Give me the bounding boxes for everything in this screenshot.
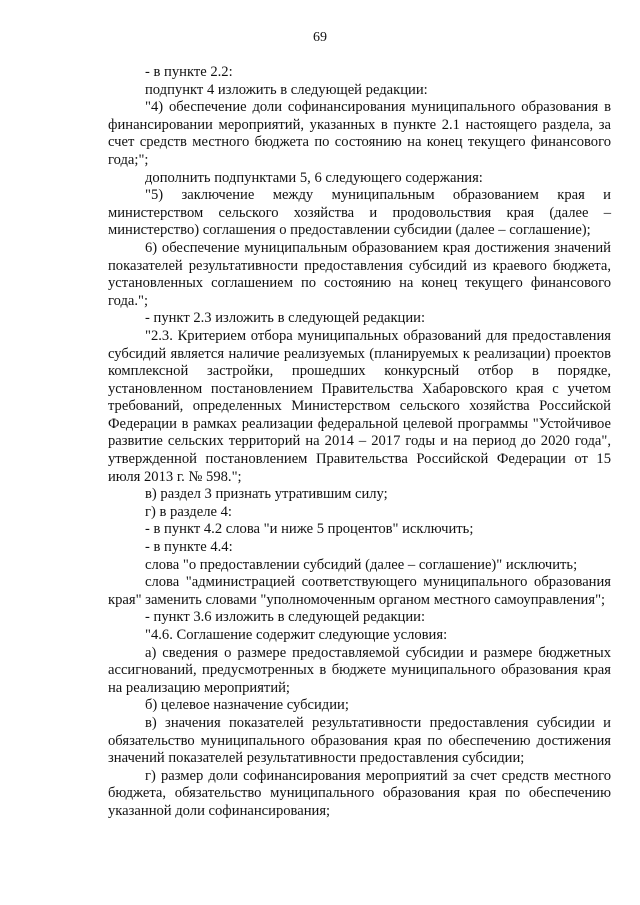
page-number: 69 [313,30,327,45]
paragraph: "5) заключение между муниципальным образованием края и министерством сельского хозяйства и продовольствия края (далее – министерство) соглашения о предоставлении субсидии (далее – соглашение); [108,187,611,239]
paragraph: дополнить подпунктами 5, 6 следующего содержания: [145,169,483,186]
paragraph: "4) обеспечение доли софинансирования муниципального образования в финансировании мероприятий, указанных в пункте 2.1 настоящего раздела, за счет средств местного бюджета по состоянию на конец текущего финансового года;"; [108,99,611,168]
document-body [108,64,611,821]
paragraph: а) сведения о размере предоставляемой субсидии и размере бюджетных ассигнований, предусмотренных в бюджете муниципального образования края на реализацию мероприятий; [108,644,611,696]
paragraph: г) в разделе 4: [145,503,232,520]
paragraph: "4.6. Соглашение содержит следующие условия: [145,627,448,643]
paragraph: в) значения показателей результативности предоставления субсидии и обязательство муниципального образования края по обеспечению достижения значений показателей результативности предоставления субсидии; [108,714,611,767]
paragraph: слова "администрацией соответствующего муниципального образования края" заменить словами "уполномоченным органом местного самоуправления"; [108,574,611,608]
paragraph: - пункт 2.3 изложить в следующей редакции: [145,310,426,327]
paragraph: "2.3. Критерием отбора муниципальных образований для предоставления субсидий является наличие реализуемых (планируемых к реализации) проектов комплексной застройки, прошедших конкурсный отбор в порядке, установленном постановлением Правительства Хабаровского края с учетом требований, определенных Министерством сельского хозяйства Российской Федерации в рамках реализации федеральной целевой программы "Устойчивое развитие сельских территорий на 2014 – 2017 годы и на период до 2020 года", утвержденной постановлением Правительства Российской Федерации от 15 июля 2013 г. № 598."; [108,327,611,485]
paragraph: подпункт 4 изложить в следующей редакции: [145,81,428,98]
paragraph: слова "о предоставлении субсидий (далее – соглашение)" исключить; [145,556,578,573]
paragraph: - пункт 3.6 изложить в следующей редакции: [145,609,426,626]
paragraph: б) целевое назначение субсидии; [145,697,349,714]
paragraph: - в пункте 2.2: [145,64,233,80]
paragraph: 6) обеспечение муниципальным образованием края достижения значений показателей результативности предоставления субсидий из краевого бюджета, установленных соглашением по состоянию на конец текущего финансового года."; [108,239,611,309]
paragraph: - в пункт 4.2 слова "и ниже 5 процентов" исключить; [145,521,474,538]
paragraph: г) размер доли софинансирования мероприятий за счет средств местного бюджета, обязательство муниципального образования края по обеспечению указанной доли софинансирования; [108,767,611,819]
paragraph: - в пункте 4.4: [145,539,233,556]
paragraph: в) раздел 3 признать утратившим силу; [145,486,388,503]
